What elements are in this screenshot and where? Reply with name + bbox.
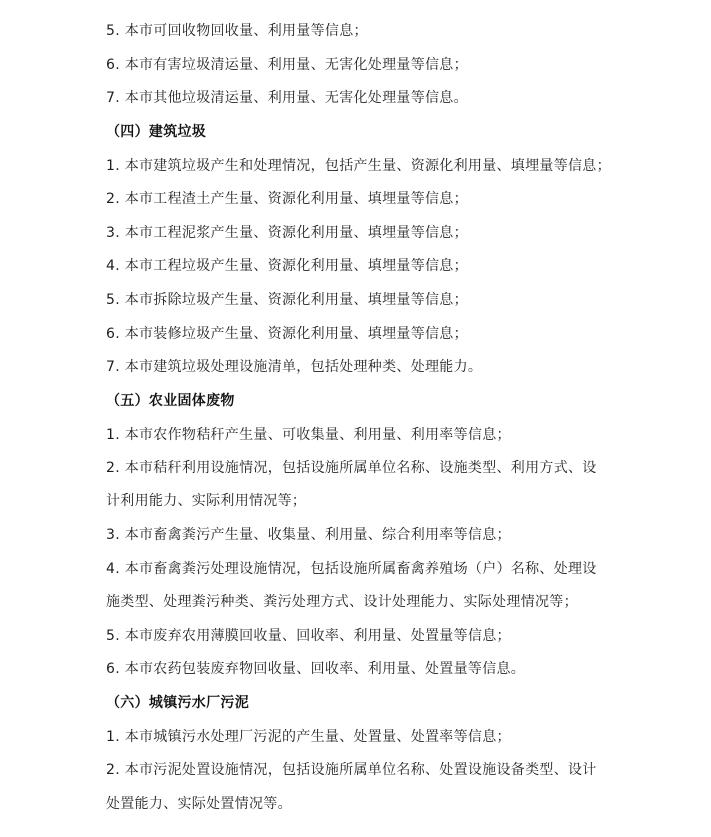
list-item-5-agricultural-film: 5. 本市废弃农用薄膜回收量、回收率、利用量、处置量等信息； [106,628,511,644]
list-item-2-straw-facilities-cont: 计利用能力、实际利用情况等； [106,493,307,509]
list-item-2-sludge-facilities: 2. 本市污泥处置设施情况，包括设施所属单位名称、处置设施设备类型、设计 [106,762,597,778]
list-item-4-manure-facilities-cont: 施类型、处理粪污种类、粪污处理方式、设计处理能力、实际处理情况等； [106,594,578,610]
list-item-4-engineering-waste: 4. 本市工程垃圾产生量、资源化利用量、填埋量等信息； [106,258,468,274]
list-item-6-hazardous-waste: 6. 本市有害垃圾清运量、利用量、无害化处理量等信息； [106,57,468,73]
list-item-1-sludge-production: 1. 本市城镇污水处理厂污泥的产生量、处置量、处置率等信息； [106,729,511,745]
list-item-4-manure-facilities: 4. 本市畜禽粪污处理设施情况，包括设施所属畜禽养殖场（户）名称、处理设 [106,561,597,577]
list-item-1-construction-waste: 1. 本市建筑垃圾产生和处理情况，包括产生量、资源化利用量、填埋量等信息； [106,158,611,174]
list-item-3-livestock-manure: 3. 本市畜禽粪污产生量、收集量、利用量、综合利用率等信息； [106,527,511,543]
list-item-5-demolition-waste: 5. 本市拆除垃圾产生量、资源化利用量、填埋量等信息； [106,292,468,308]
list-item-3-engineering-slurry: 3. 本市工程泥浆产生量、资源化利用量、填埋量等信息； [106,225,468,241]
list-item-5-recyclables: 5. 本市可回收物回收量、利用量等信息； [106,23,368,39]
list-item-2-engineering-soil: 2. 本市工程渣土产生量、资源化利用量、填埋量等信息； [106,191,468,207]
list-item-6-pesticide-packaging: 6. 本市农药包装废弃物回收量、回收率、利用量、处置量等信息。 [106,661,526,677]
list-item-7-other-waste: 7. 本市其他垃圾清运量、利用量、无害化处理量等信息。 [106,90,468,106]
section-heading-construction-waste: （四）建筑垃圾 [106,124,207,140]
section-heading-agricultural-waste: （五）农业固体废物 [106,393,235,409]
list-item-2-sludge-facilities-cont: 处置能力、实际处置情况等。 [106,796,292,812]
list-item-6-renovation-waste: 6. 本市装修垃圾产生量、资源化利用量、填埋量等信息； [106,326,468,342]
list-item-1-crop-straw: 1. 本市农作物秸秆产生量、可收集量、利用量、利用率等信息； [106,427,511,443]
list-item-2-straw-facilities: 2. 本市秸秆利用设施情况，包括设施所属单位名称、设施类型、利用方式、设 [106,460,597,476]
list-item-7-facilities-list: 7. 本市建筑垃圾处理设施清单，包括处理种类、处理能力。 [106,359,483,375]
section-heading-sewage-sludge: （六）城镇污水厂污泥 [106,695,249,711]
